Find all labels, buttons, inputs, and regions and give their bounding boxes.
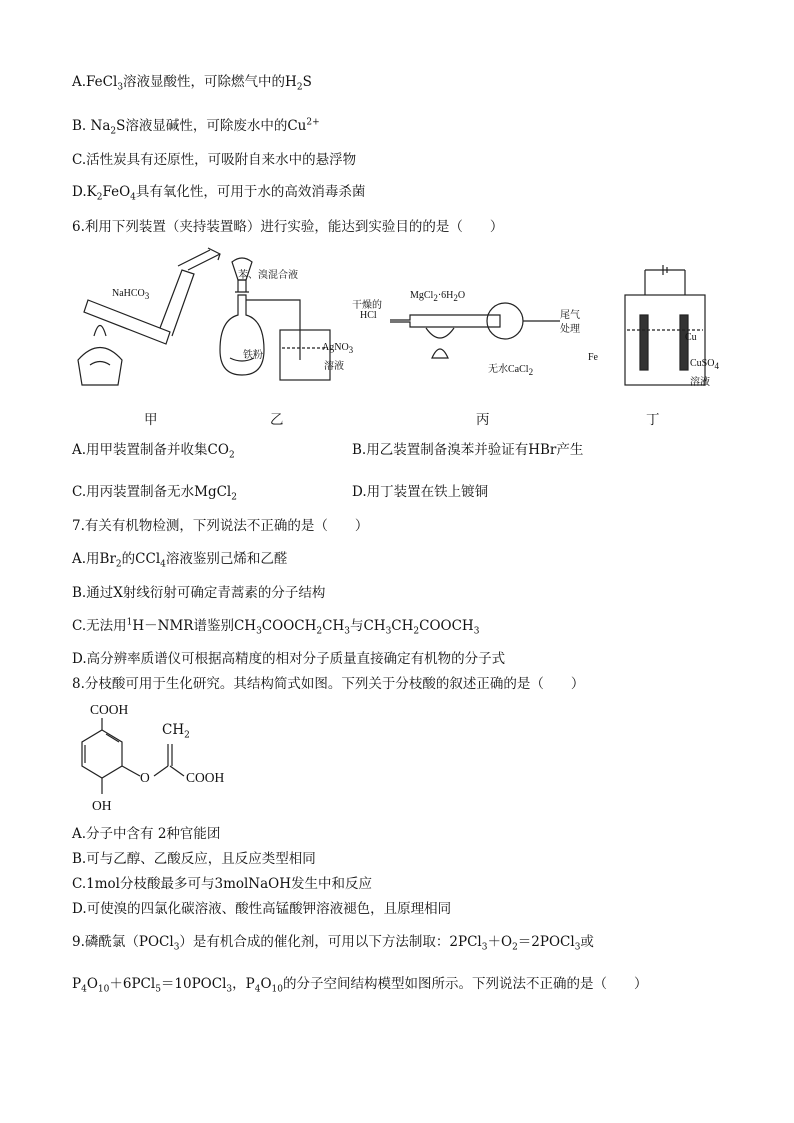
label-cacl2: 无水CaCl$_2$ <box>488 364 534 377</box>
q7-option-d: D.高分辨率质谱仪可根据高精度的相对分子质量直接确定有机物的分子式 <box>72 651 506 667</box>
q9-line-1: 9.磷酰氯（POCl$_3$）是有机合成的催化剂，可用以下方法制取：$2PCl_3+O_2=2POCl_3$或 <box>72 934 594 953</box>
bond-o-right <box>154 766 168 776</box>
label-mgcl2-hydrate: $MgCl_2\cdot 6H_2O$ <box>410 290 466 303</box>
q6-stem: 6.利用下列装置（夹持装置略）进行实验，能达到实验目的的是（ ） <box>72 219 504 235</box>
label-bing: 丙 <box>476 412 490 428</box>
struct-cooh-right: COOH <box>186 770 225 785</box>
double-bond-ch2 <box>168 744 172 766</box>
q5-option-c: C.活性炭具有还原性，可吸附自来水中的悬浮物 <box>72 152 357 168</box>
q7-option-b: B.通过X射线衍射可确定青蒿素的分子结构 <box>72 585 326 601</box>
label-hcl: HCl <box>360 310 377 321</box>
q6-option-a: A.用甲装置制备并收集$CO_2$ <box>72 442 235 461</box>
label-cuso4: CuSO$_4$ <box>690 358 719 371</box>
label-ding: 丁 <box>646 412 660 428</box>
structure-drawing <box>68 692 268 822</box>
test-tube <box>84 300 170 344</box>
label-dry: 干燥的 <box>352 300 382 311</box>
label-solution: 溶液 <box>324 361 344 372</box>
heating-lamp <box>426 328 454 338</box>
q5-option-d: $D.K_2FeO_4$具有氧化性，可用于水的高效消毒杀菌 <box>72 184 366 203</box>
q5-option-a: A.FeCl$_3$溶液显酸性，可除燃气中的$H_2S$ <box>72 74 312 93</box>
struct-oh: OH <box>92 798 112 813</box>
label-tail-gas: 尾气 <box>560 310 580 321</box>
label-cu: Cu <box>685 332 697 343</box>
struct-cooh-top: COOH <box>90 702 129 717</box>
q8-option-a: A.分子中含有 2种官能团 <box>72 826 221 842</box>
label-solution-2: 溶液 <box>690 377 710 388</box>
iron-electrode <box>640 315 648 370</box>
label-benzene-bromine: 苯、溴混合液 <box>238 270 298 281</box>
q8-option-b: B.可与乙醇、乙酸反应，且反应类型相同 <box>72 851 316 867</box>
hard-glass-tube <box>390 315 500 327</box>
q7-stem: 7.有关有机物检测，下列说法不正确的是（ ） <box>72 518 369 534</box>
apparatus-figure <box>60 240 760 430</box>
bond-o-left <box>122 766 140 776</box>
drying-tube-bulb <box>487 303 523 339</box>
beaker <box>280 330 330 380</box>
alcohol-lamp <box>78 348 122 386</box>
circuit-wire <box>645 270 685 295</box>
q8-stem: 8.分枝酸可用于生化研究。其结构简式如图。下列关于分枝酸的叙述正确的是（ ） <box>72 676 585 692</box>
flame <box>94 326 106 337</box>
label-nahco3: NaHCO$_3$ <box>112 288 150 301</box>
q9-line-2: $P_4O_{10}+6PCl_5=10POCl_3$，$P_4O_{10}$的分子空间结构模型如图所示。下列说法不正确的是（ ） <box>72 976 648 995</box>
label-fe: Fe <box>588 352 598 363</box>
q6-option-c: C.用丙装置制备无水MgCl$_2$ <box>72 484 237 503</box>
q6-option-d: D.用丁装置在铁上镀铜 <box>352 484 489 500</box>
round-flask <box>220 295 264 375</box>
q7-option-c: C.无法用$^1$H－NMR谱鉴别$CH_3COOCH_2CH_3$与$CH_3CH_2COOCH_3$ <box>72 617 480 637</box>
q5-option-b: B. $Na_2S$溶液显碱性，可除废水中的$Cu^{2+}$ <box>72 117 320 137</box>
delivery-tube <box>160 270 194 336</box>
struct-o: O <box>140 770 150 785</box>
label-jia: 甲 <box>144 412 158 428</box>
ring <box>82 730 122 778</box>
bond-cooh-right <box>170 766 184 776</box>
label-iron-powder: 铁粉 <box>243 350 263 361</box>
chorismic-acid-structure <box>68 692 268 822</box>
q8-option-c: C.1mol分枝酸最多可与3molNaOH发生中和反应 <box>72 876 373 892</box>
apparatus-drawing <box>60 240 760 430</box>
struct-ch2: $CH_2$ <box>162 722 190 741</box>
q6-option-b: B.用乙装置制备溴苯并验证有HBr产生 <box>352 442 584 458</box>
label-agno3: AgNO$_3$ <box>322 342 354 355</box>
label-treatment: 处理 <box>560 324 580 335</box>
label-yi: 乙 <box>270 412 284 428</box>
q7-option-a: A.用$Br_2$的CCl$_4$溶液鉴别己烯和乙醛 <box>72 551 288 570</box>
q8-option-d: D.可使溴的四氯化碳溶液、酸性高锰酸钾溶液褪色，且原理相同 <box>72 901 452 917</box>
